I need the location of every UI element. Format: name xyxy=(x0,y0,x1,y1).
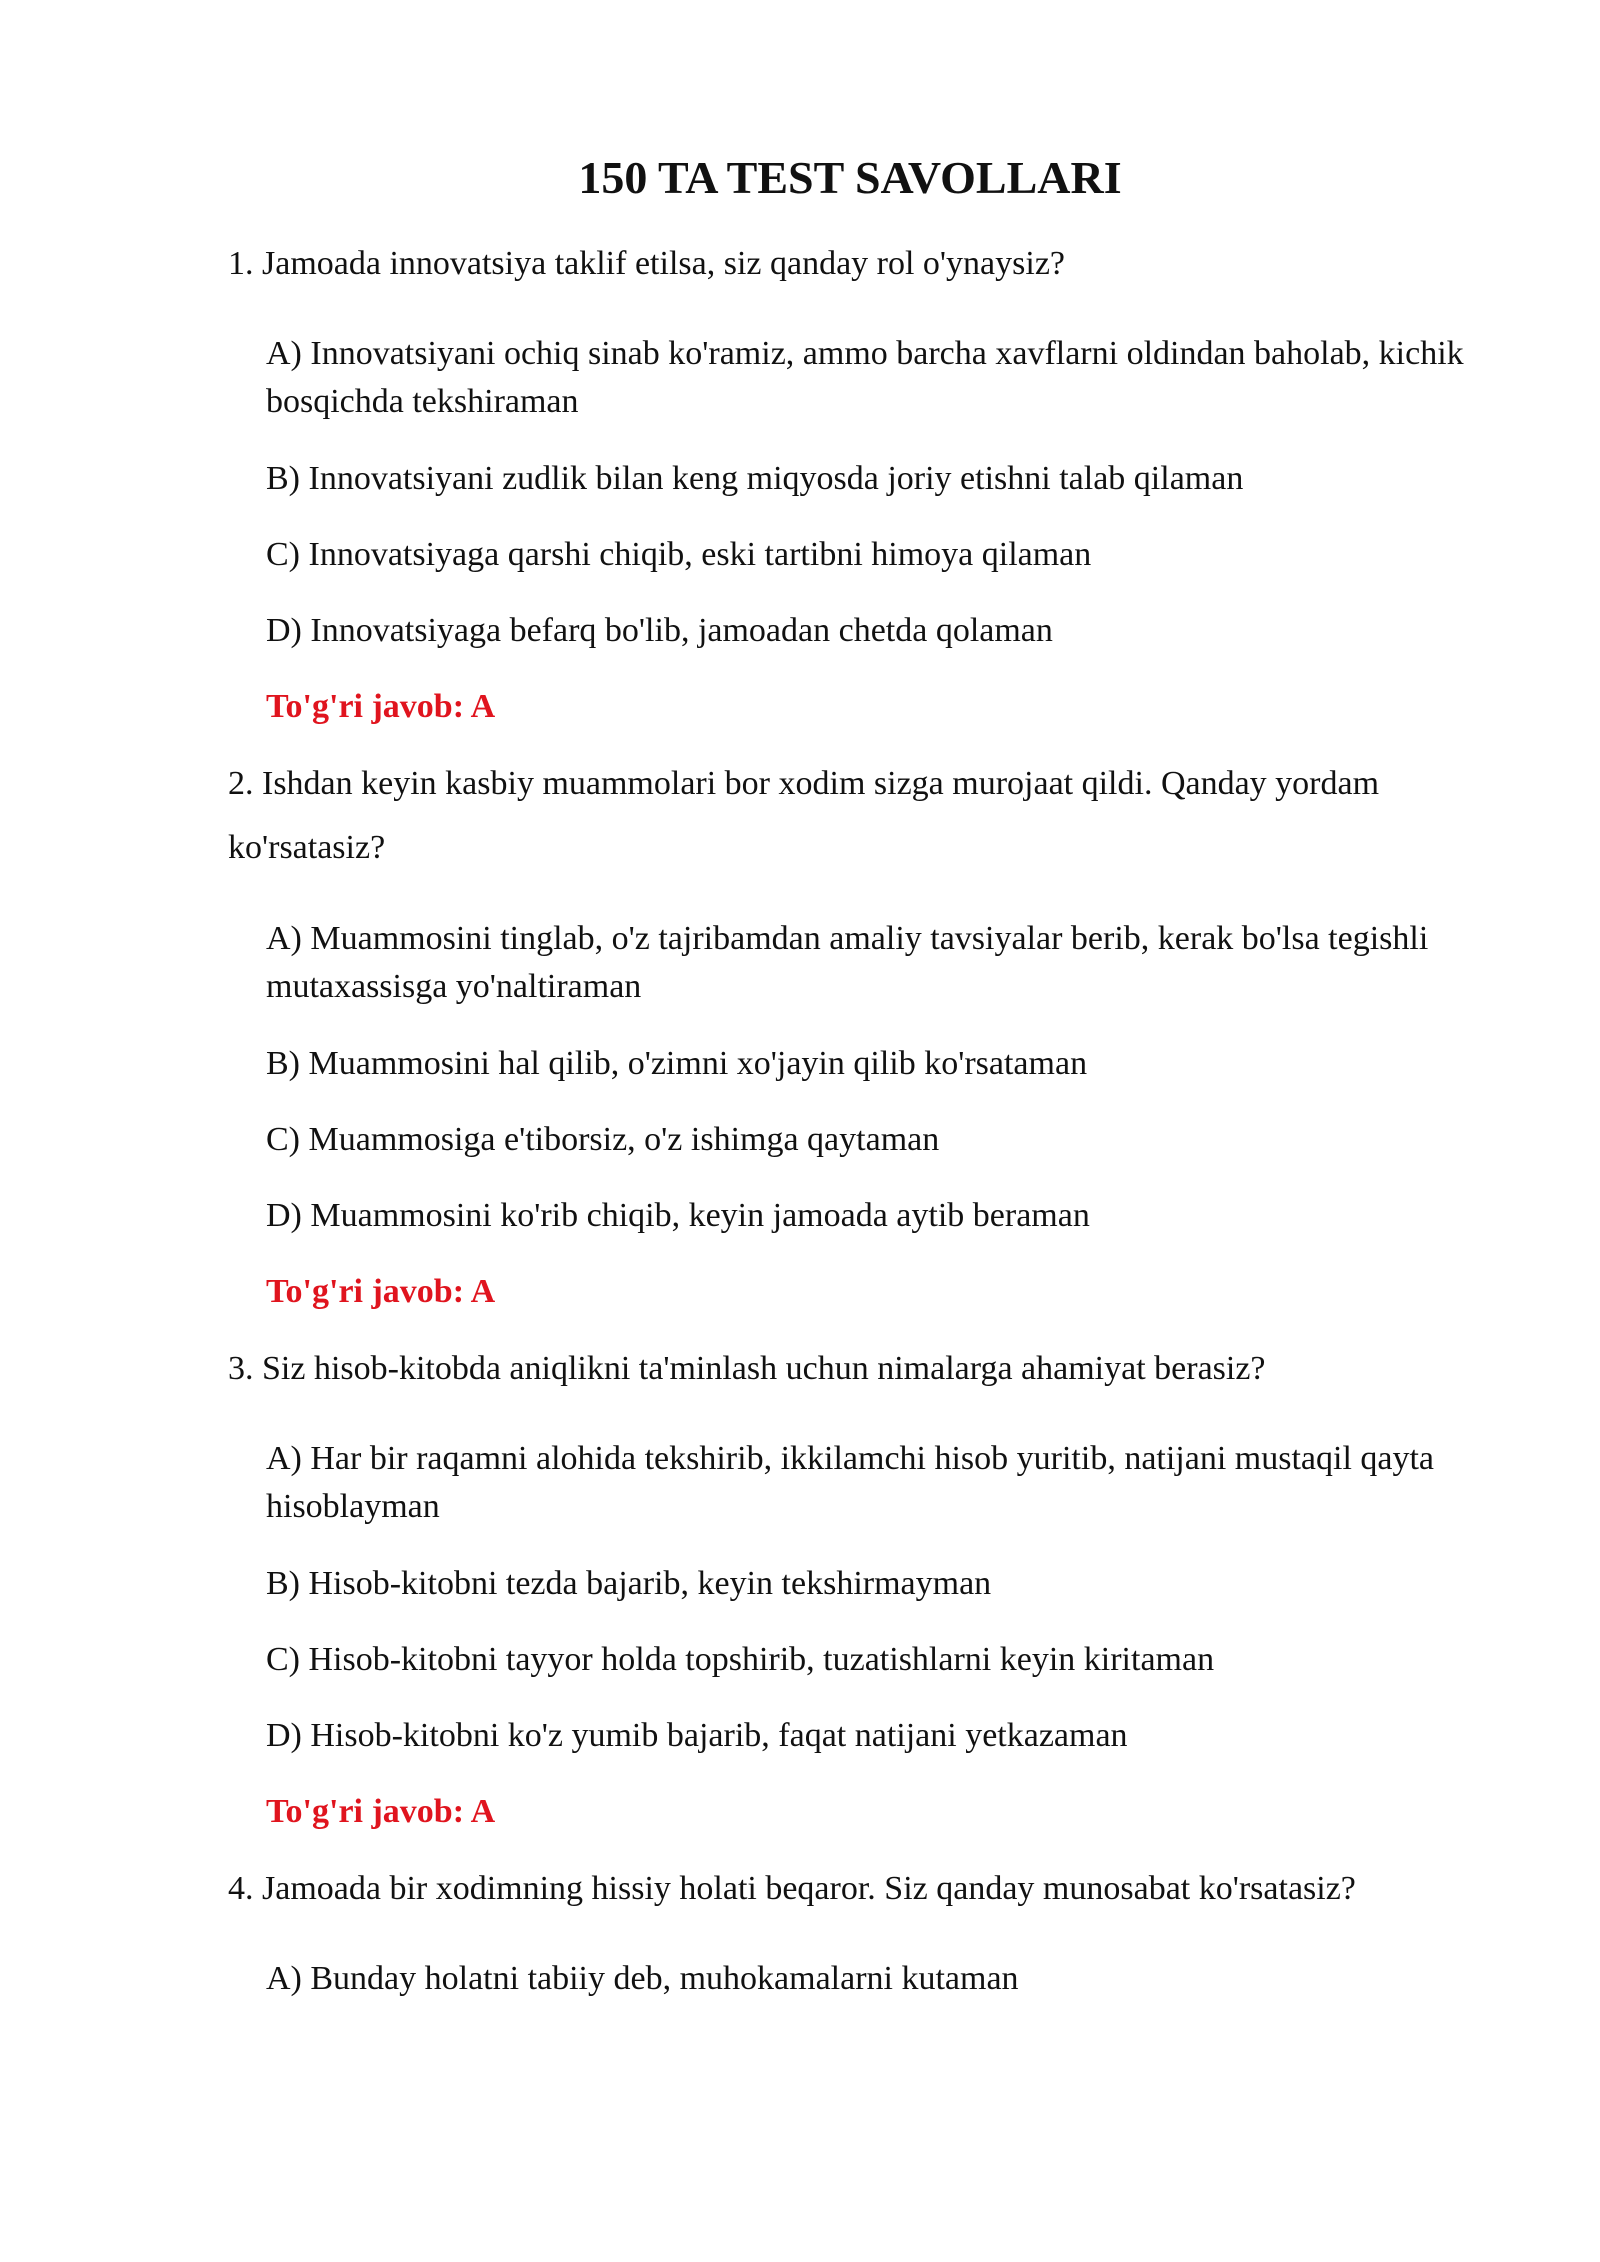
question-3-option-c: C) Hisob-kitobni tayyor holda topshirib, tuzatishlarni keyin kiritaman xyxy=(266,1641,1215,1678)
question-1-option-d: D) Innovatsiyaga befarq bo'lib, jamoadan chetda qolaman xyxy=(266,612,1053,649)
question-2-option-d: D) Muammosini ko'rib chiqib, keyin jamoada aytib beraman xyxy=(266,1197,1090,1234)
question-2-answer: To'g'ri javob: A xyxy=(266,1273,496,1310)
question-3-option-d: D) Hisob-kitobni ko'z yumib bajarib, faqat natijani yetkazaman xyxy=(266,1717,1128,1754)
question-3-option-b: B) Hisob-kitobni tezda bajarib, keyin tekshirmayman xyxy=(266,1565,992,1602)
question-3-option-a: A) Har bir raqamni alohida tekshirib, ikkilamchi hisob yuritib, natijani mustaqil qayta hisoblayman xyxy=(266,1440,1435,1525)
question-2-text: 2. Ishdan keyin kasbiy muammolari bor xodim sizga murojaat qildi. Qanday yordam ko'rsatasiz? xyxy=(228,765,1380,866)
question-4-option-a: A) Bunday holatni tabiiy deb, muhokamalarni kutaman xyxy=(266,1960,1019,1997)
question-2-option-c: C) Muammosiga e'tiborsiz, o'z ishimga qaytaman xyxy=(266,1121,940,1158)
page-title: 150 TA TEST SAVOLLARI xyxy=(578,152,1122,203)
question-1-answer: To'g'ri javob: A xyxy=(266,688,496,725)
question-4-text: 4. Jamoada bir xodimning hissiy holati beqaror. Siz qanday munosabat ko'rsatasiz? xyxy=(228,1870,1356,1907)
question-2-option-a: A) Muammosini tinglab, o'z tajribamdan amaliy tavsiyalar berib, kerak bo'lsa tegishli mutaxassisga yo'naltiraman xyxy=(266,920,1429,1005)
question-1-option-b: B) Innovatsiyani zudlik bilan keng miqyosda joriy etishni talab qilaman xyxy=(266,460,1244,497)
question-2-option-b: B) Muammosini hal qilib, o'zimni xo'jayin qilib ko'rsataman xyxy=(266,1045,1088,1082)
question-1-text: 1. Jamoada innovatsiya taklif etilsa, siz qanday rol o'ynaysiz? xyxy=(228,245,1066,282)
question-3-text: 3. Siz hisob-kitobda aniqlikni ta'minlash uchun nimalarga ahamiyat berasiz? xyxy=(228,1350,1266,1387)
question-1-option-c: C) Innovatsiyaga qarshi chiqib, eski tartibni himoya qilaman xyxy=(266,536,1092,573)
question-1-option-a: A) Innovatsiyani ochiq sinab ko'ramiz, ammo barcha xavflarni oldindan baholab, kichik bosqichda tekshiraman xyxy=(266,335,1464,420)
question-3-answer: To'g'ri javob: A xyxy=(266,1793,496,1830)
